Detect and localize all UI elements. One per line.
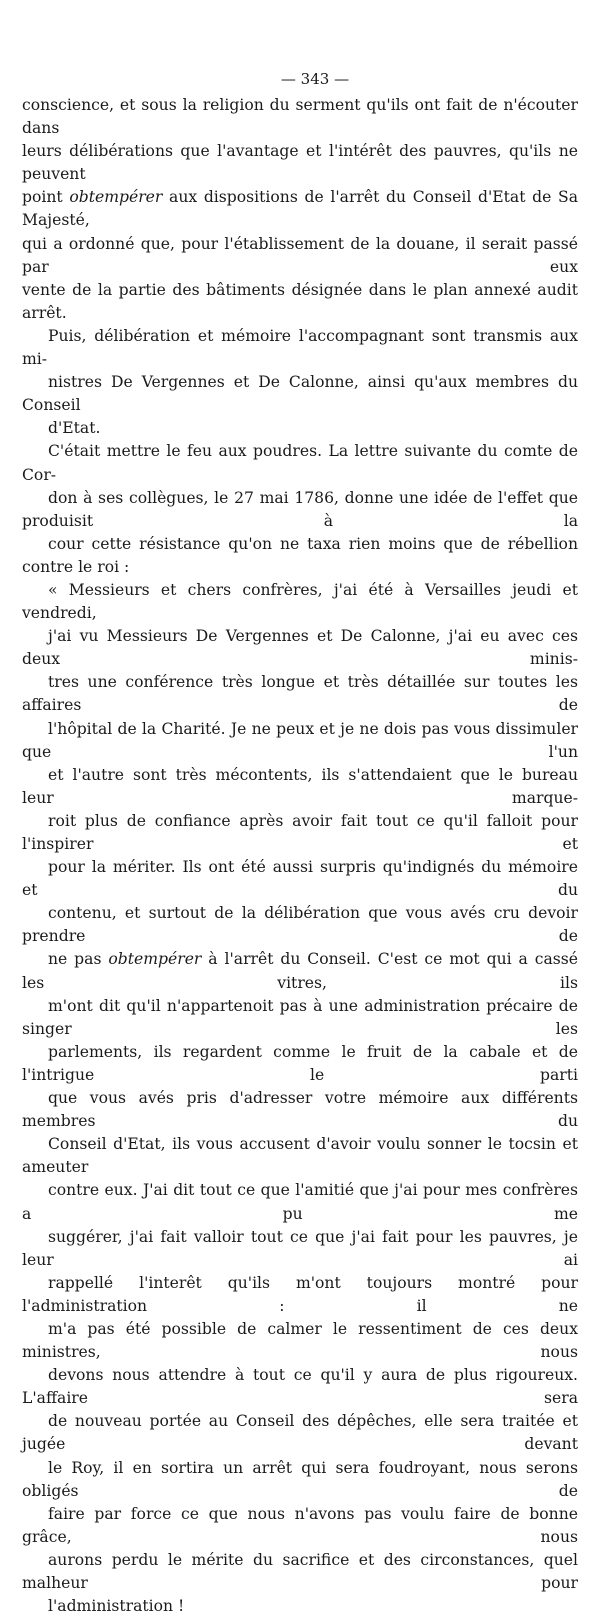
text-line: que vous avés pris d'adresser votre mémoire aux différents membres du bbox=[22, 1089, 578, 1131]
italic-word: obtempérer bbox=[69, 188, 163, 207]
paragraph bbox=[22, 579, 578, 1618]
text-line: de nouveau portée au Conseil des dépêches, elle sera traitée et jugée devant bbox=[22, 1412, 578, 1454]
text-line: vente de la partie des bâtiments désignée dans le plan annexé audit arrêt. bbox=[22, 280, 578, 322]
text-line: nistres De Vergennes et De Calonne, ainsi qu'aux membres du Conseil bbox=[22, 373, 578, 415]
text-line: j'ai vu Messieurs De Vergennes et De Calonne, j'ai eu avec ces deux minis- bbox=[22, 627, 578, 669]
text-line: aurons perdu le mérite du sacrifice et des circonstances, quel malheur pour bbox=[22, 1550, 578, 1592]
text-line: point obtempérer aux dispositions de l'arrêt du Conseil d'Etat de Sa Majesté, bbox=[22, 188, 578, 230]
text-line: d'Etat. bbox=[48, 419, 101, 438]
text-line: « Messieurs et chers confrères, j'ai été à Versailles jeudi et vendredi, bbox=[22, 580, 578, 623]
text-line: pour la mériter. Ils ont été aussi surpris qu'indignés du mémoire et du bbox=[22, 858, 578, 900]
text-line: don à ses collègues, le 27 mai 1786, donne une idée de l'effet que produisit à la bbox=[22, 488, 578, 530]
text-line: m'a pas été possible de calmer le ressentiment de ces deux ministres, nous bbox=[22, 1319, 578, 1362]
text-line: leurs délibérations que l'avantage et l'intérêt des pauvres, qu'ils ne peuvent bbox=[22, 142, 578, 184]
text-line: contenu, et surtout de la délibération que vous avés cru devoir prendre de bbox=[22, 904, 578, 946]
text-line: C'était mettre le feu aux poudres. La lettre suivante du comte de Cor- bbox=[22, 442, 578, 484]
text-line: contre eux. J'ai dit tout ce que l'amitié que j'ai pour mes confrères a pu me bbox=[22, 1181, 578, 1223]
page-number: — 343 — bbox=[280, 70, 350, 88]
text-line: et l'autre sont très mécontents, ils s'attendaient que le bureau leur marque- bbox=[22, 765, 578, 807]
text-line: le Roy, il en sortira un arrêt qui sera foudroyant, nous serons obligés de bbox=[22, 1458, 578, 1500]
italic-word: obtempérer bbox=[108, 950, 202, 969]
text-line: qui a ordonné que, pour l'établissement de la douane, il serait passé par eux bbox=[22, 234, 578, 276]
body-text bbox=[22, 94, 578, 1618]
text-line: l'administration ! bbox=[48, 1597, 185, 1616]
text-line: conscience, et sous la religion du serment qu'ils ont fait de n'écouter dans bbox=[22, 96, 578, 138]
paragraph bbox=[22, 325, 578, 440]
text-line: roit plus de confiance après avoir fait tout ce qu'il falloit pour l'inspirer et bbox=[22, 811, 578, 853]
text-line: cour cette résistance qu'on ne taxa rien moins que de rébellion contre le roi : bbox=[22, 534, 578, 576]
text-line: parlements, ils regardent comme le fruit de la cabale et de l'intrigue le parti bbox=[22, 1042, 578, 1084]
document-page bbox=[22, 70, 578, 1618]
text-line: faire par force ce que nous n'avons pas voulu faire de bonne grâce, nous bbox=[22, 1504, 578, 1546]
text-line: Conseil d'Etat, ils vous accusent d'avoir voulu sonner le tocsin et ameuter bbox=[22, 1135, 578, 1177]
text-line: suggérer, j'ai fait valloir tout ce que j'ai fait pour les pauvres, je leur ai bbox=[22, 1227, 578, 1269]
text-line: ne pas obtempérer à l'arrêt du Conseil. C'est ce mot qui a cassé les vitres, ils bbox=[22, 950, 578, 992]
text-line: tres une conférence très longue et très détaillée sur toutes les affaires de bbox=[22, 673, 578, 715]
text-line: rappellé l'interêt qu'ils m'ont toujours montré pour l'administration : il ne bbox=[22, 1273, 578, 1315]
text-line: m'ont dit qu'il n'appartenoit pas à une administration précaire de singer les bbox=[22, 996, 578, 1038]
paragraph bbox=[22, 440, 578, 579]
text-line: Puis, délibération et mémoire l'accompagnant sont transmis aux mi- bbox=[22, 326, 578, 369]
paragraph bbox=[22, 94, 578, 325]
text-line: l'hôpital de la Charité. Je ne peux et je ne dois pas vous dissimuler que l'un bbox=[22, 719, 578, 761]
text-line: devons nous attendre à tout ce qu'il y aura de plus rigoureux. L'affaire sera bbox=[22, 1366, 578, 1408]
